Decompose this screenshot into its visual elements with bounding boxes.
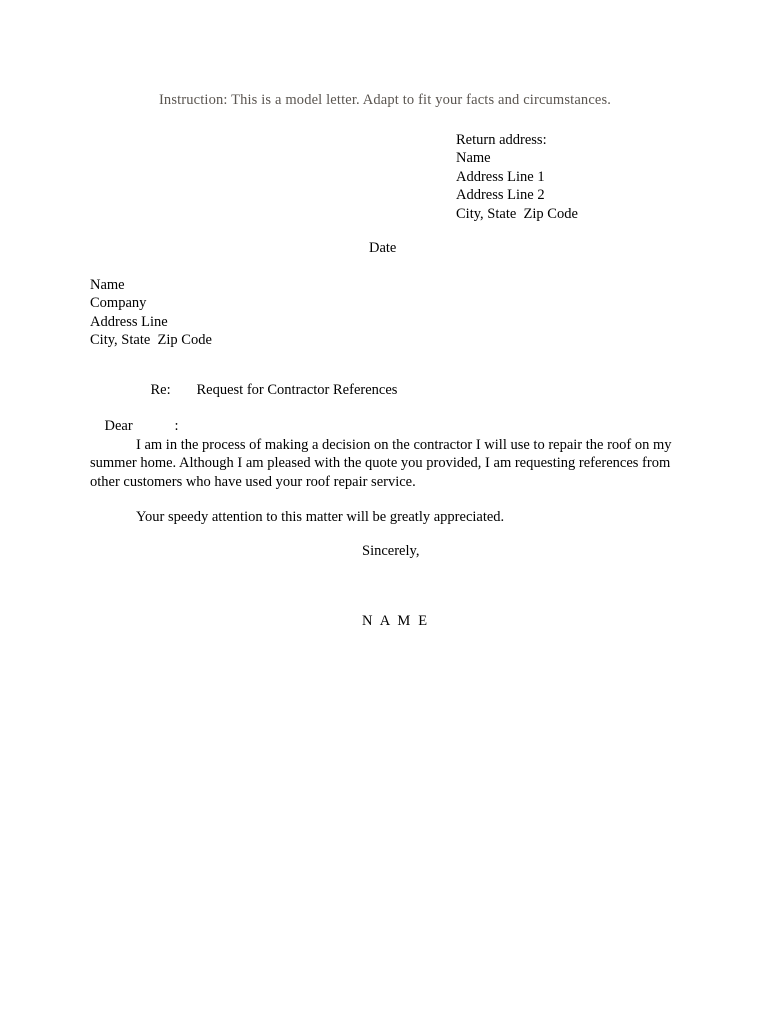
return-address-line-4: City, State Zip Code [456, 205, 578, 222]
instruction-text: Instruction: This is a model letter. Adapt to fit your facts and circumstances. [158, 92, 612, 108]
recipient-address-block [90, 276, 212, 350]
date-line: Date [369, 240, 397, 256]
return-address-label: Return address: [456, 132, 547, 148]
subject-label: Re: [150, 382, 171, 398]
signature-name: N A M E [362, 613, 430, 629]
return-address-block [456, 131, 578, 223]
closing-line: Sincerely, [362, 543, 420, 559]
return-address-line-2: Address Line 1 [456, 168, 545, 185]
body-paragraph-2: Your speedy attention to this matter will be greatly appreciated. [136, 509, 505, 525]
return-address-line-1: Name [456, 150, 491, 167]
salutation-punctuation: : [174, 418, 179, 434]
body-paragraph-1: I am in the process of making a decision on the contractor I will use to repair the roof on my summer home. Although I am pleased with the quote you provided, I am requesting references from other customers who have used your roof repair service. [90, 437, 672, 490]
return-address-line-3: Address Line 2 [456, 187, 545, 204]
subject-text: Request for Contractor References [196, 382, 398, 398]
salutation-word: Dear [104, 418, 133, 434]
recipient-line-4: City, State Zip Code [90, 332, 212, 349]
recipient-line-2: Company [90, 295, 147, 312]
recipient-line-1: Name [90, 277, 125, 293]
recipient-line-3: Address Line [90, 313, 168, 330]
